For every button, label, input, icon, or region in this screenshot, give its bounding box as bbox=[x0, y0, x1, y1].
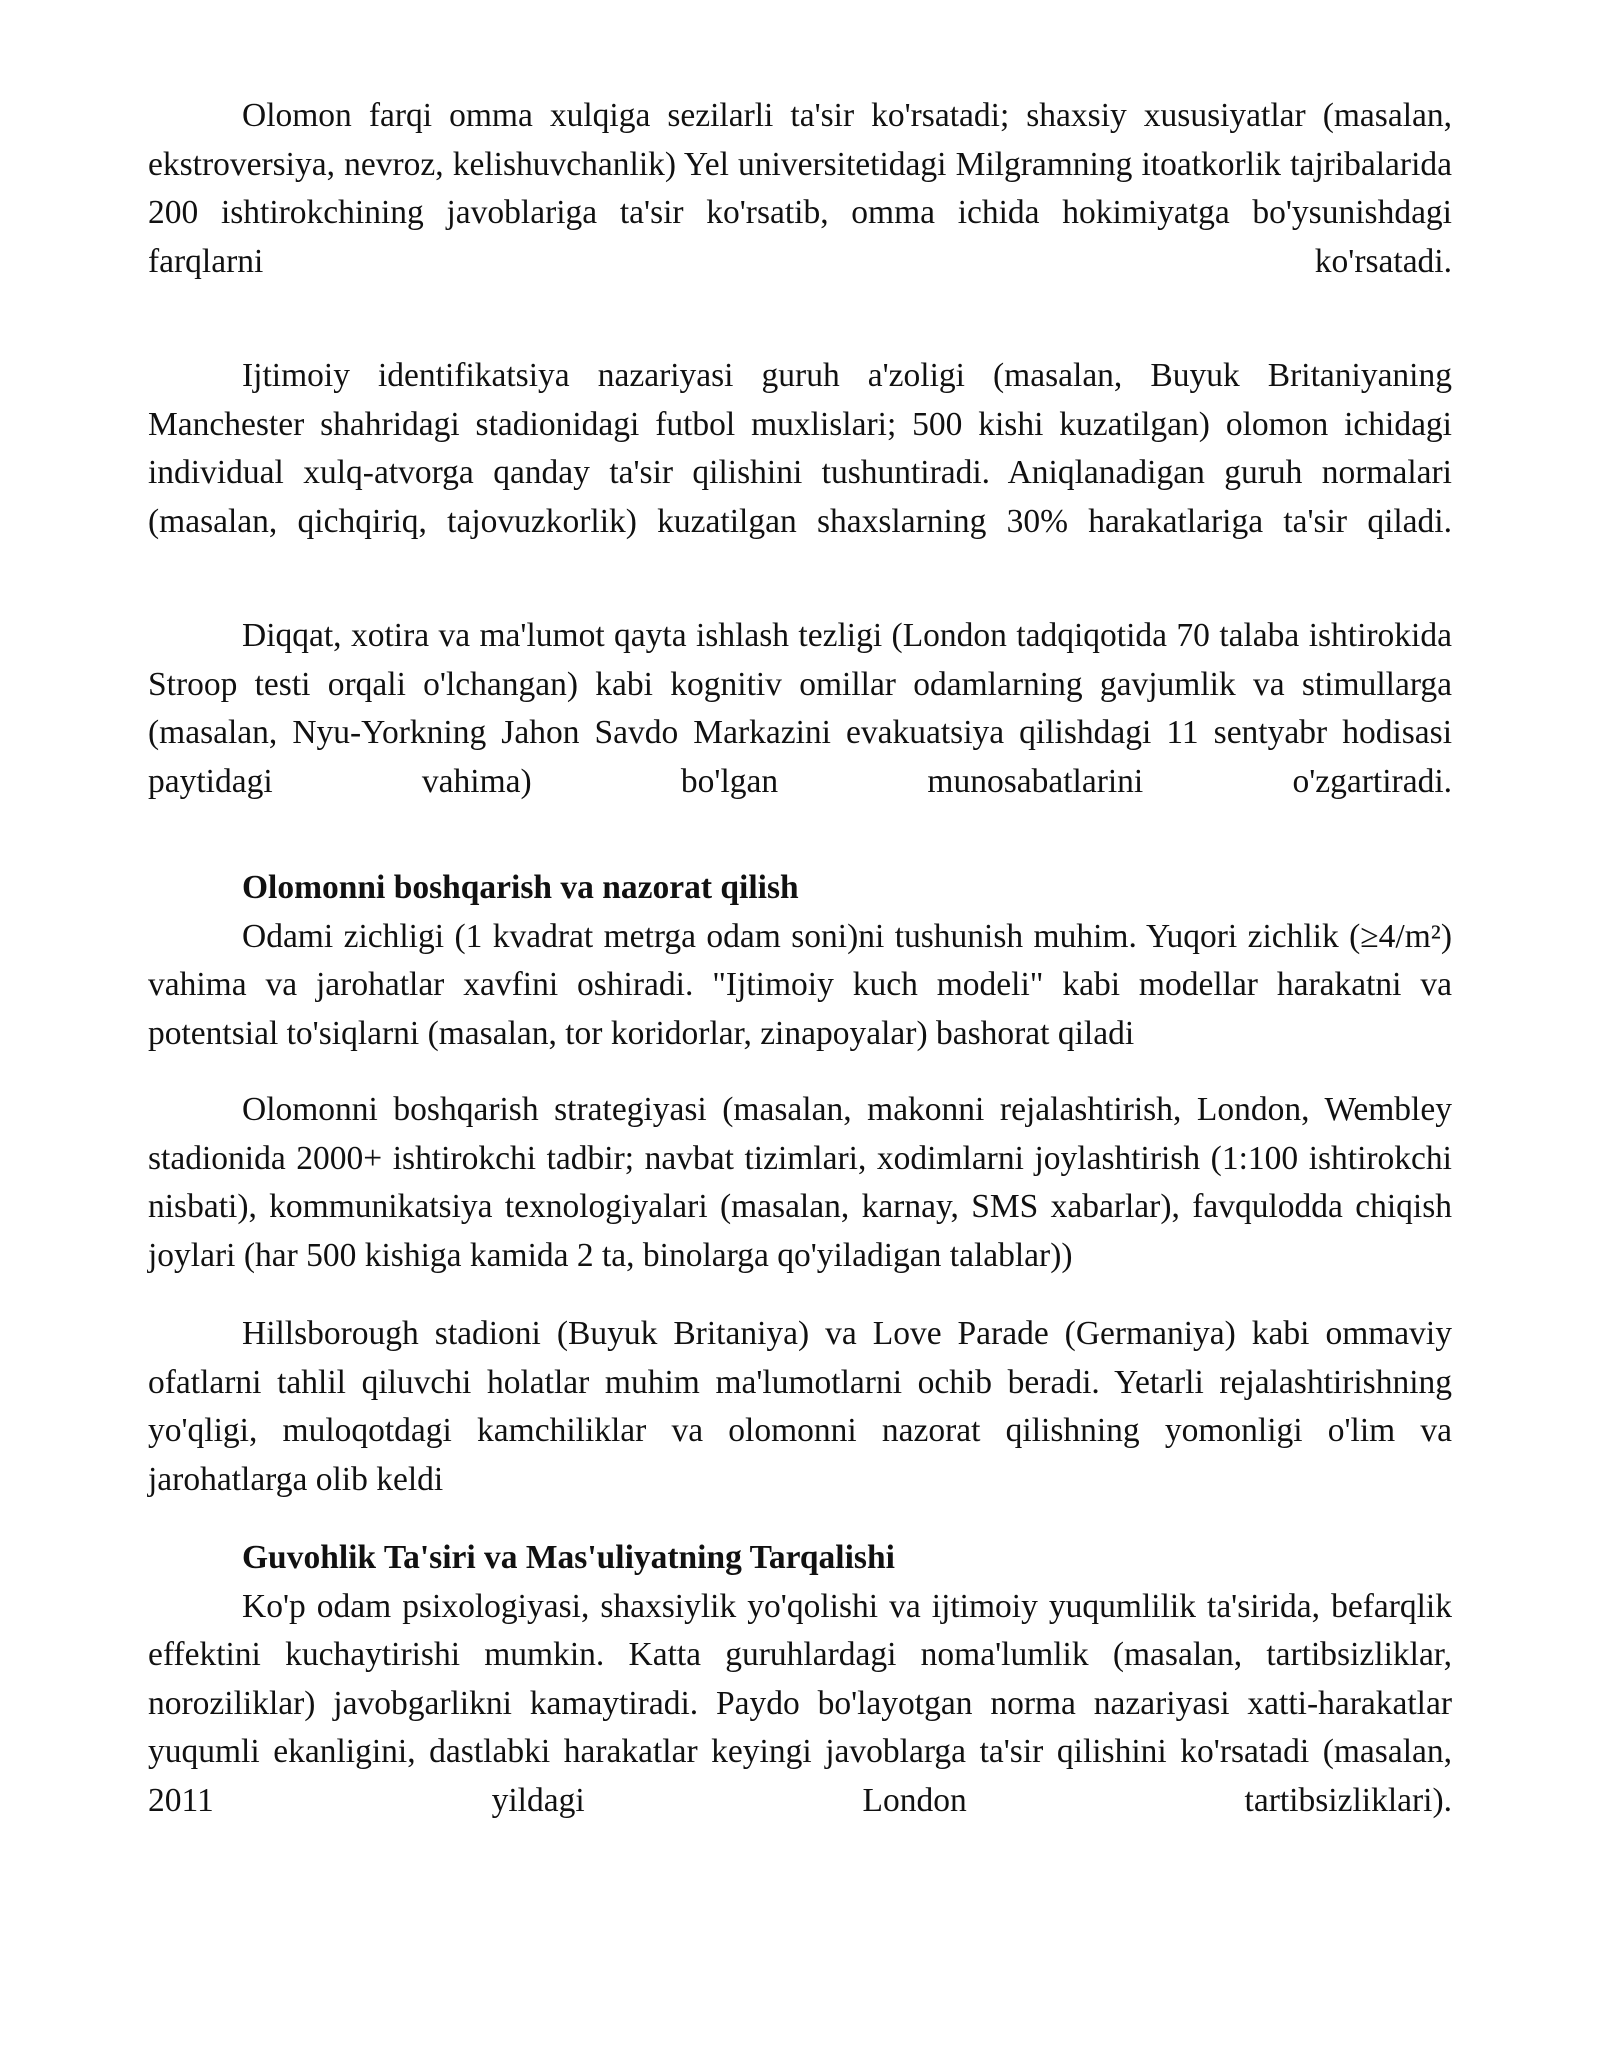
paragraph-crowd-density: Odami zichligi (1 kvadrat metrga odam soni)ni tushunish muhim. Yuqori zichlik (≥4/m²) vahima va jarohatlar xavfini oshiradi. "Ijtimoiy kuch modeli" kabi modellar harakatni va potentsial to'siqlarni (masalan, tor koridorlar, zinapoyalar) bashorat qiladi bbox=[148, 917, 1452, 1052]
heading-crowd-management: Olomonni boshqarish va nazorat qilish bbox=[242, 869, 799, 906]
heading-bystander-effect: Guvohlik Ta'siri va Mas'uliyatning Tarqalishi bbox=[242, 1539, 895, 1576]
paragraph-individual-differences: Olomon farqi omma xulqiga sezilarli ta'sir ko'rsatadi; shaxsiy xususiyatlar (masalan, ekstroversiya, nevroz, kelishuvchanlik) Yel universitetidagi Milgramning itoatkorlik tajribalarida 200 ishtirokchining javoblariga ta'sir ko'rsatib, omma ichida hokimiyatga bo'ysunishdagi farqlarni ko'rsatadi. bbox=[148, 97, 1452, 280]
paragraph-disaster-analysis: Hillsborough stadioni (Buyuk Britaniya) va Love Parade (Germaniya) kabi ommaviy ofatlarni tahlil qiluvchi holatlar muhim ma'lumotlarni ochib beradi. Yetarli rejalashtirishning yo'qligi, muloqotdagi kamchiliklar va olomonni nazorat qilishning yomonligi o'lim va jarohatlarga olib keldi bbox=[148, 1315, 1452, 1498]
document-page bbox=[148, 92, 1452, 1825]
paragraph-social-identity: Ijtimoiy identifikatsiya nazariyasi guruh a'zoligi (masalan, Buyuk Britaniyaning Manchester shahridagi stadionidagi futbol muxlislari; 500 kishi kuzatilgan) olomon ichidagi individual xulq-atvorga qanday ta'sir qilishini tushuntiradi. Aniqlanadigan guruh normalari (masalan, qichqiriq, tajovuzkorlik) kuzatilgan shaxslarning 30% harakatlariga ta'sir qiladi. bbox=[148, 357, 1452, 540]
paragraph-cognitive-factors: Diqqat, xotira va ma'lumot qayta ishlash tezligi (London tadqiqotida 70 talaba ishtirokida Stroop testi orqali o'lchangan) kabi kognitiv omillar odamlarning gavjumlik va stimullarga (masalan, Nyu-Yorkning Jahon Savdo Markazini evakuatsiya qilishdagi 11 sentyabr hodisasi paytidagi vahima) bo'lgan munosabatlarini o'zgartiradi. bbox=[148, 617, 1452, 800]
paragraph-bystander-effect: Ko'p odam psixologiyasi, shaxsiylik yo'qolishi va ijtimoiy yuqumlilik ta'sirida, befarqlik effektini kuchaytirishi mumkin. Katta guruhlardagi noma'lumlik (masalan, tartibsizliklar, noroziliklar) javobgarlikni kamaytiradi. Paydo bo'layotgan norma nazariyasi xatti-harakatlar yuqumli ekanligini, dastlabki harakatlar keyingi javoblarga ta'sir qilishini ko'rsatadi (masalan, 2011 yildagi London tartibsizliklari). bbox=[148, 1587, 1452, 1819]
paragraph-management-strategy: Olomonni boshqarish strategiyasi (masalan, makonni rejalashtirish, London, Wembley stadionida 2000+ ishtirokchi tadbir; navbat tizimlari, xodimlarni joylashtirish (1:100 ishtirokchi nisbati), kommunikatsiya texnologiyalari (masalan, karnay, SMS xabarlar), favqulodda chiqish joylari (har 500 kishiga kamida 2 ta, binolarga qo'yiladigan talablar)) bbox=[148, 1091, 1452, 1274]
